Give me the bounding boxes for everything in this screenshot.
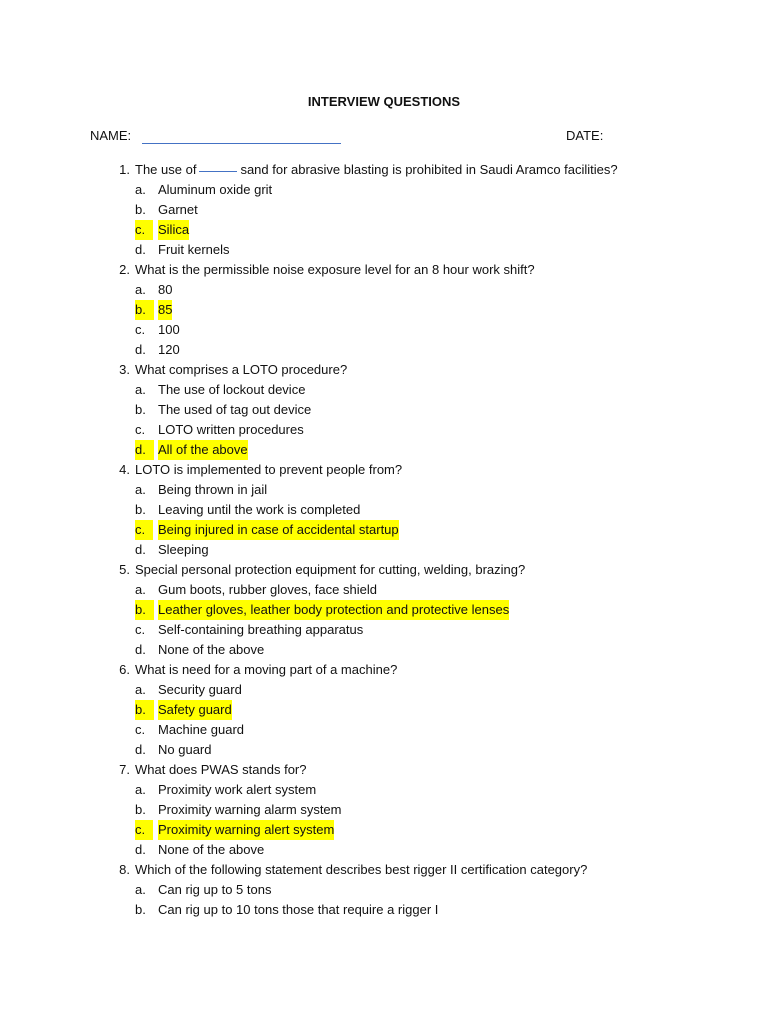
option-row	[0, 300, 768, 320]
question-row	[0, 760, 768, 780]
option-text: Aluminum oxide grit	[158, 182, 273, 197]
name-blank-line	[142, 143, 341, 144]
question-text: What comprises a LOTO procedure?	[135, 362, 348, 377]
option-row	[0, 320, 768, 340]
name-label: NAME:	[90, 128, 132, 143]
question-number: 7.	[119, 762, 130, 777]
option-row	[0, 280, 768, 300]
option-row	[0, 480, 768, 500]
option-row	[0, 840, 768, 860]
question-row	[0, 860, 768, 880]
question-row	[0, 660, 768, 680]
option-row	[0, 340, 768, 360]
option-label: d.	[135, 842, 146, 857]
question-row	[0, 160, 768, 180]
question-number: 3.	[119, 362, 130, 377]
option-row	[0, 420, 768, 440]
highlighted-answer: 85	[158, 300, 172, 320]
option-label: d.	[135, 342, 146, 357]
option-label: b.	[135, 600, 154, 620]
option-label: b.	[135, 202, 146, 217]
option-row	[0, 440, 768, 460]
option-label: c.	[135, 622, 146, 637]
option-label: c.	[135, 820, 153, 840]
option-row	[0, 880, 768, 900]
option-row	[0, 380, 768, 400]
option-label: a.	[135, 782, 146, 797]
option-text: Leaving until the work is completed	[158, 502, 361, 517]
question-number: 1.	[119, 162, 130, 177]
option-text: Proximity warning alarm system	[158, 802, 342, 817]
option-label: b.	[135, 802, 146, 817]
option-label: b.	[135, 502, 146, 517]
question-text: Special personal protection equipment for cutting, welding, brazing?	[135, 562, 526, 577]
option-text: 120	[158, 342, 180, 357]
option-label: a.	[135, 282, 146, 297]
question-text-before-blank: The use of	[135, 162, 197, 177]
option-row	[0, 400, 768, 420]
question-text: What is the permissible noise exposure level for an 8 hour work shift?	[135, 262, 535, 277]
option-row	[0, 180, 768, 200]
option-label: a.	[135, 682, 146, 697]
question-row	[0, 460, 768, 480]
highlighted-answer: Safety guard	[158, 700, 232, 720]
option-text: Fruit kernels	[158, 242, 230, 257]
option-text: None of the above	[158, 842, 265, 857]
option-row	[0, 720, 768, 740]
option-text: Gum boots, rubber gloves, face shield	[158, 582, 377, 597]
option-row	[0, 800, 768, 820]
option-label: a.	[135, 582, 146, 597]
option-label: d.	[135, 242, 146, 257]
option-row	[0, 580, 768, 600]
highlighted-answer: Silica	[158, 220, 189, 240]
question-text: Which of the following statement describes best rigger II certification category?	[135, 862, 588, 877]
question-number: 4.	[119, 462, 130, 477]
option-row	[0, 220, 768, 240]
fill-in-blank-line	[199, 171, 237, 172]
question-text	[135, 160, 618, 180]
date-label: DATE:	[566, 128, 604, 143]
option-row	[0, 740, 768, 760]
option-label: b.	[135, 700, 154, 720]
option-label: d.	[135, 642, 146, 657]
option-text: Being thrown in jail	[158, 482, 268, 497]
option-label: a.	[135, 182, 146, 197]
option-row	[0, 240, 768, 260]
option-text: Can rig up to 10 tons those that require a rigger I	[158, 902, 439, 917]
option-row	[0, 540, 768, 560]
option-label: b.	[135, 300, 154, 320]
option-label: a.	[135, 482, 146, 497]
option-text: Proximity work alert system	[158, 782, 317, 797]
question-number: 5.	[119, 562, 130, 577]
option-text: Can rig up to 5 tons	[158, 882, 272, 897]
highlighted-answer: Proximity warning alert system	[158, 820, 334, 840]
option-text: No guard	[158, 742, 212, 757]
question-list	[0, 160, 768, 920]
question-row	[0, 560, 768, 580]
question-number: 2.	[119, 262, 130, 277]
option-text: The use of lockout device	[158, 382, 306, 397]
option-row	[0, 780, 768, 800]
option-row	[0, 820, 768, 840]
option-text: Garnet	[158, 202, 198, 217]
option-label: c.	[135, 520, 153, 540]
option-label: d.	[135, 440, 154, 460]
option-text: Sleeping	[158, 542, 209, 557]
highlighted-answer: Leather gloves, leather body protection and protective lenses	[158, 600, 509, 620]
option-row	[0, 900, 768, 920]
option-row	[0, 200, 768, 220]
option-label: d.	[135, 542, 146, 557]
option-label: d.	[135, 742, 146, 757]
option-text: The used of tag out device	[158, 402, 312, 417]
option-row	[0, 700, 768, 720]
option-row	[0, 620, 768, 640]
option-label: a.	[135, 882, 146, 897]
option-text: 80	[158, 282, 173, 297]
option-label: b.	[135, 902, 146, 917]
question-number: 8.	[119, 862, 130, 877]
option-text: Machine guard	[158, 722, 244, 737]
option-text: Security guard	[158, 682, 242, 697]
option-row	[0, 500, 768, 520]
option-label: b.	[135, 402, 146, 417]
option-row	[0, 600, 768, 620]
option-label: c.	[135, 220, 153, 240]
option-text: LOTO written procedures	[158, 422, 304, 437]
question-row	[0, 360, 768, 380]
option-label: c.	[135, 722, 146, 737]
option-text: 100	[158, 322, 180, 337]
option-text: None of the above	[158, 642, 265, 657]
question-number: 6.	[119, 662, 130, 677]
option-label: c.	[135, 322, 146, 337]
question-row	[0, 260, 768, 280]
question-text: LOTO is implemented to prevent people from?	[135, 462, 403, 477]
highlighted-answer: All of the above	[158, 440, 248, 460]
option-label: c.	[135, 422, 146, 437]
option-text: Self-containing breathing apparatus	[158, 622, 364, 637]
page-title: INTERVIEW QUESTIONS	[307, 94, 461, 109]
question-text: What does PWAS stands for?	[135, 762, 307, 777]
question-text: What is need for a moving part of a machine?	[135, 662, 398, 677]
option-row	[0, 640, 768, 660]
highlighted-answer: Being injured in case of accidental startup	[158, 520, 399, 540]
question-text-after-blank: sand for abrasive blasting is prohibited in Saudi Aramco facilities?	[240, 162, 618, 177]
option-row	[0, 520, 768, 540]
option-label: a.	[135, 382, 146, 397]
option-row	[0, 680, 768, 700]
